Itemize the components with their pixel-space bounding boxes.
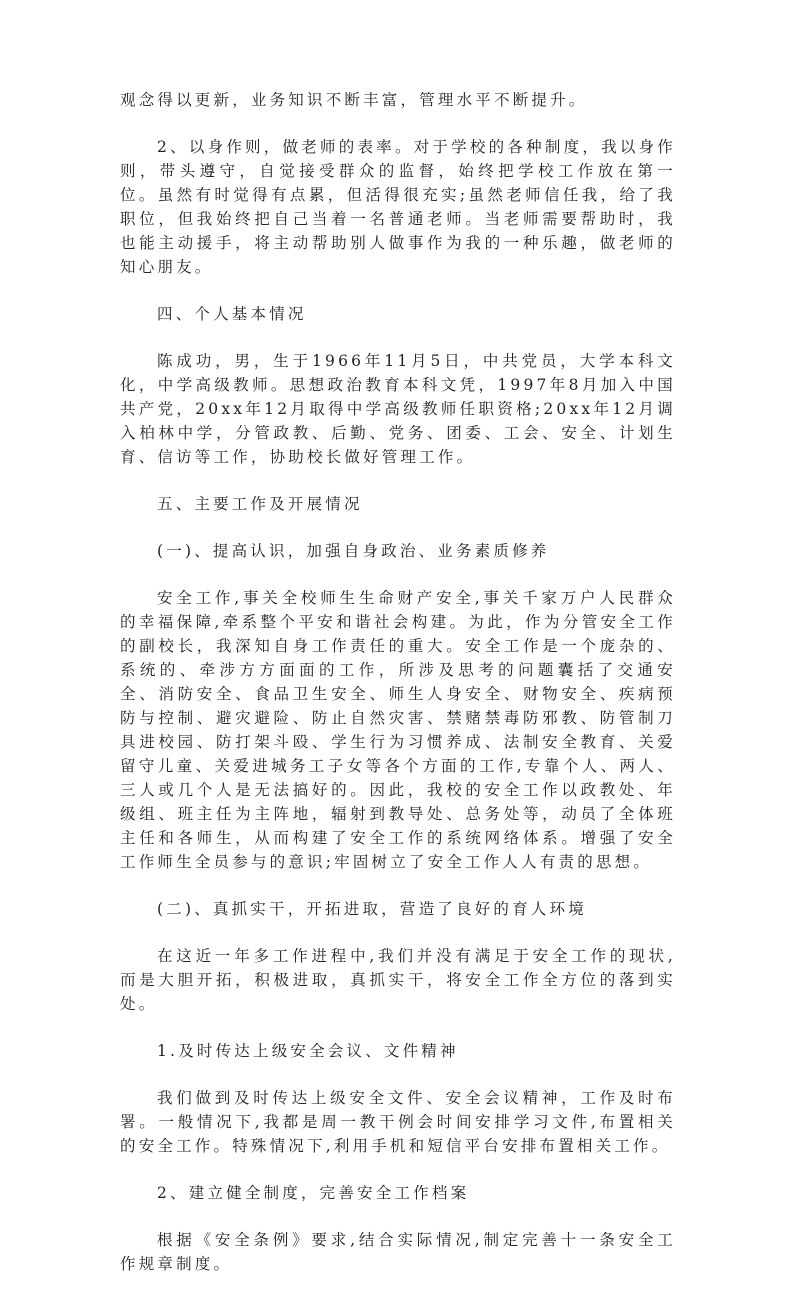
heading-personal-info: 四、个人基本情况 <box>157 305 307 323</box>
document-page <box>120 88 676 1299</box>
paragraph-lead-by-example: 2、以身作则，做老师的表率。对于学校的各种制度，我以身作则，带头遵守，自觉接受群众的监督，始终把学校工作放在第一位。虽然有时觉得有点累，但活得很充实;虽然老师信任我，给了我职位，但我始终把自己当着一名普通老师。当老师需要帮助时，我也能主动援手，将主动帮助别人做事作为我的一种乐趣，做老师的知心朋友。 <box>120 138 676 276</box>
paragraph-personal-info: 陈成功，男，生于1966年11月5日，中共党员，大学本科文化，中学高级教师。思想政治教育本科文凭，1997年8月加入中国共产党，20xx年12月取得中学高级教师任职资格;20xx年12月调入柏林中学，分管政教、后勤、党务、团委、工会、安全、计划生育、信访等工作，协助校长做好管理工作。 <box>120 352 676 466</box>
subheading-awareness: (一)、提高认识，加强自身政治、业务素质修养 <box>157 542 550 560</box>
subheading-practical-work: (二)、真抓实干，开拓进取，营造了良好的育人环境 <box>157 900 587 918</box>
paragraph-safety-work: 安全工作,事关全校师生生命财产安全,事关千家万户人民群众的幸福保障,牵系整个平安和谐社会构建。为此，作为分管安全工作的副校长，我深知自身工作责任的重大。安全工作是一个庞杂的、系统的、牵涉方方面面的工作，所涉及思考的问题囊括了交通安全、消防安全、食品卫生安全、师生人身安全、财物安全、疾病预防与控制、避灾避险、防止自然灾害、禁赌禁毒防邪教、防管制刀具进校园、防打架斗殴、学生行为习惯养成、法制安全教育、关爱留守儿童、关爱进城务工子女等各个方面的工作,专靠个人、两人、三人或几个人是无法搞好的。因此，我校的安全工作以政教处、年级组、班主任为主阵地，辐射到教导处、总务处等，动员了全体班主任和各师生，从而构建了安全工作的系统网络体系。增强了安全工作师生全员参与的意识;牢固树立了安全工作人人有责的思想。 <box>120 589 676 871</box>
paragraph-communicate-meetings: 我们做到及时传达上级安全文件、安全会议精神，工作及时布署。一般情况下,我都是周一教干例会时间安排学习文件,布置相关的安全工作。特殊情况下,利用手机和短信平台安排布置相关工作。 <box>120 1089 676 1155</box>
paragraph-regulations: 根据《安全条例》要求,结合实际情况,制定完善十一条安全工作规章制度。 <box>120 1231 676 1273</box>
heading-main-work: 五、主要工作及开展情况 <box>157 495 363 513</box>
subheading-establish-system: 2、建立健全制度，完善安全工作档案 <box>157 1184 470 1202</box>
paragraph-progress: 在这近一年多工作进程中,我们并没有满足于安全工作的现状,而是大胆开拓，积极进取，真抓实干，将安全工作全方位的落到实处。 <box>120 947 676 1013</box>
paragraph-continuation: 观念得以更新，业务知识不断丰富，管理水平不断提升。 <box>120 91 588 109</box>
subheading-communicate-meetings: 1.及时传达上级安全会议、文件精神 <box>157 1042 459 1060</box>
